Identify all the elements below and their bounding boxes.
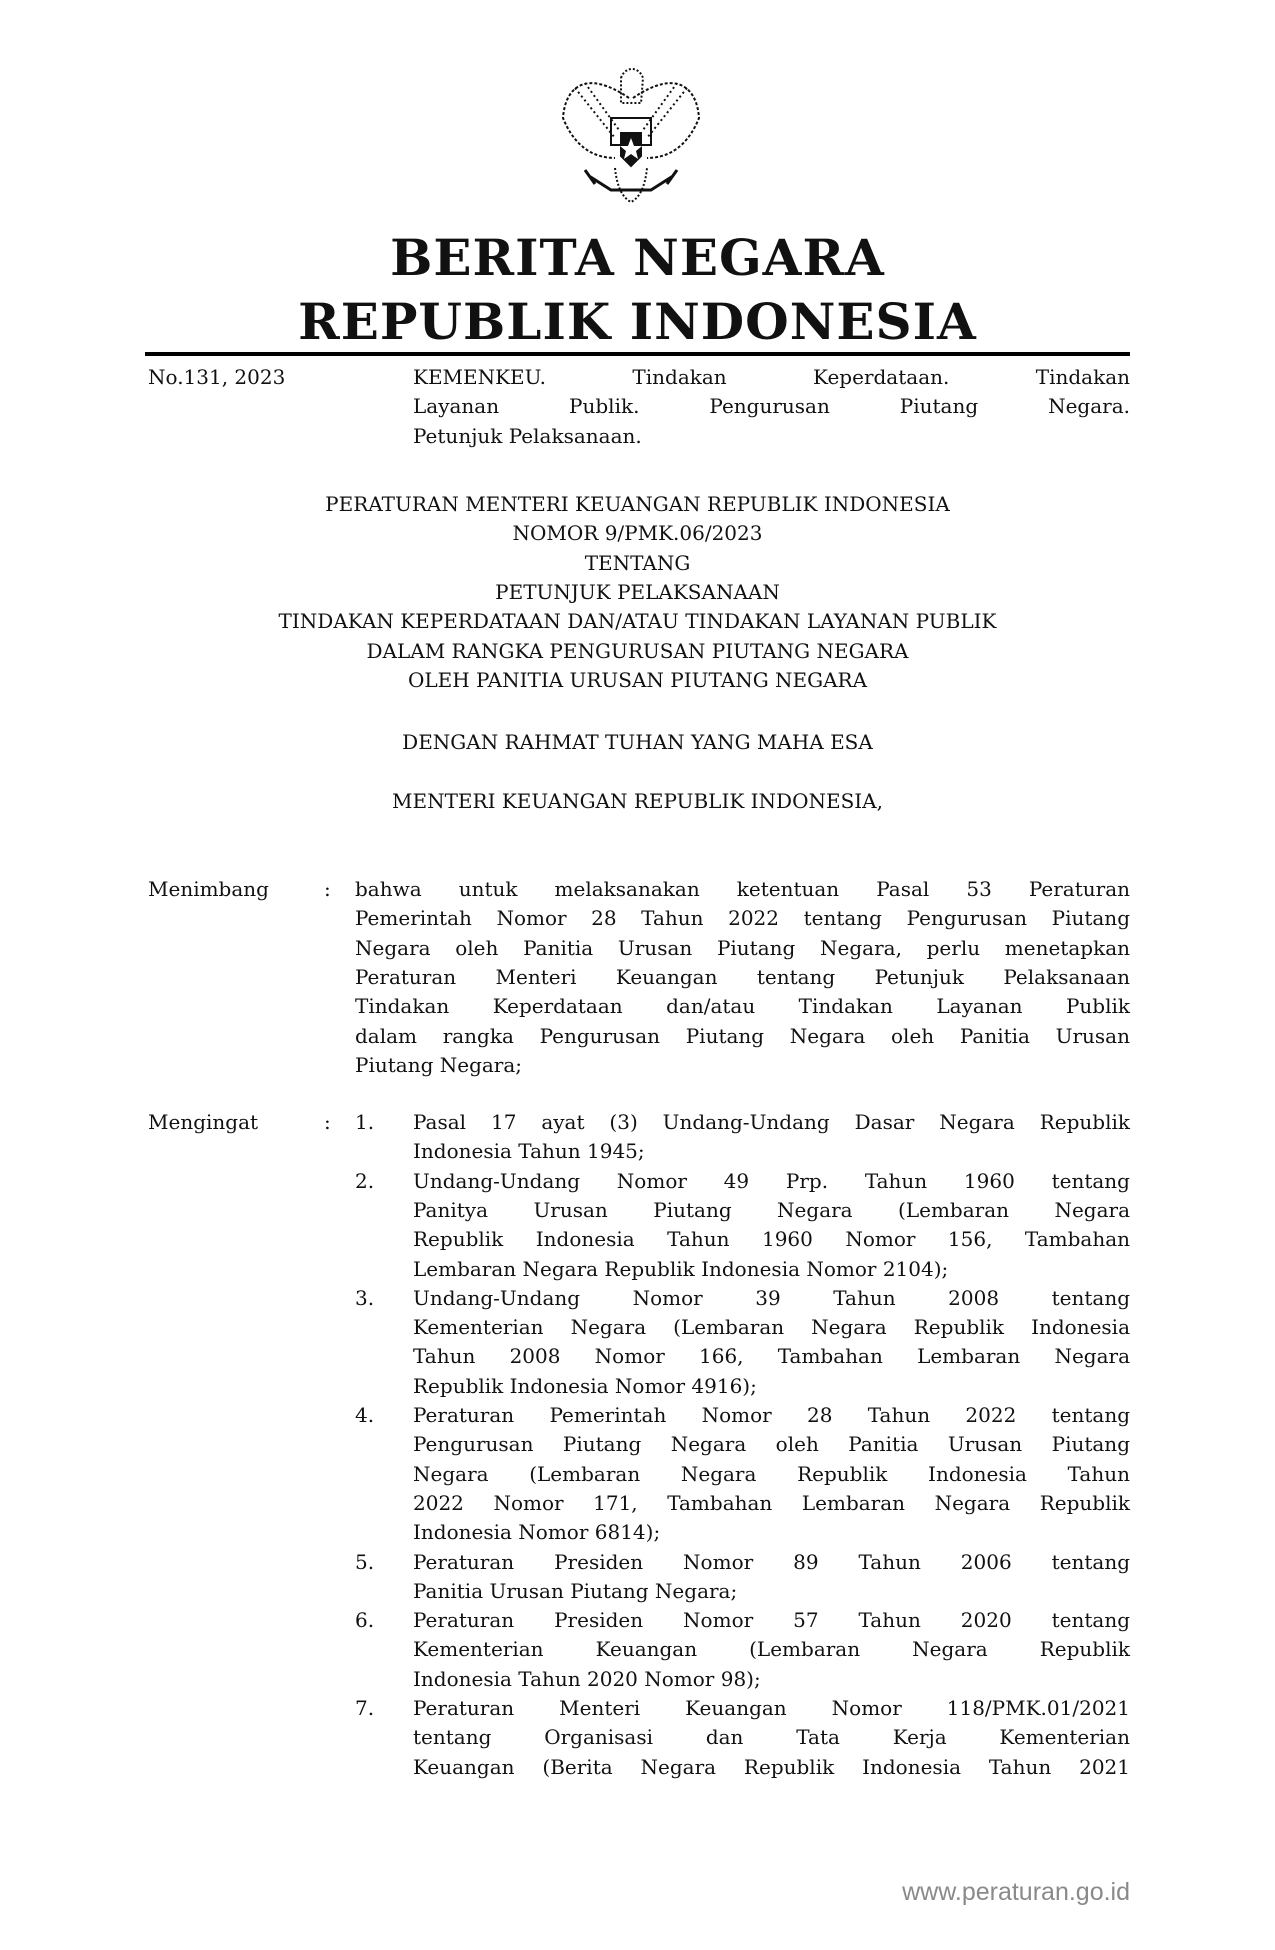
- list-item-line: Undang-Undang Nomor 39 Tahun 2008 tentang: [413, 1285, 1130, 1310]
- mengingat-colon: :: [324, 1110, 331, 1134]
- regulation-title-line: NOMOR 9/PMK.06/2023: [512, 521, 763, 546]
- menimbang-label: Menimbang: [148, 877, 269, 901]
- list-item-line: Lembaran Negara Republik Indonesia Nomor 2104);: [413, 1256, 949, 1281]
- regulation-title-line: DALAM RANGKA PENGURUSAN PIUTANG NEGARA: [366, 638, 909, 663]
- list-item-line: Indonesia Tahun 2020 Nomor 98);: [413, 1666, 761, 1691]
- summary-line: Layanan Publik. Pengurusan Piutang Negara.: [413, 394, 1130, 419]
- list-item-line: Kementerian Keuangan (Lembaran Negara Republik: [413, 1637, 1130, 1662]
- list-item-number: 5.: [355, 1549, 375, 1574]
- list-item-number: 2.: [355, 1168, 375, 1193]
- list-item-line: Indonesia Nomor 6814);: [413, 1520, 661, 1545]
- header-rule: [145, 352, 1130, 356]
- menimbang-line: Tindakan Keperdataan dan/atau Tindakan Layanan Publik: [355, 994, 1130, 1019]
- issuer: MENTERI KEUANGAN REPUBLIK INDONESIA,: [392, 789, 883, 813]
- list-item-line: 2022 Nomor 171, Tambahan Lembaran Negara Republik: [413, 1490, 1130, 1515]
- regulation-title-line: PERATURAN MENTERI KEUANGAN REPUBLIK INDONESIA: [325, 492, 950, 516]
- list-item-line: tentang Organisasi dan Tata Kerja Kementerian: [413, 1725, 1130, 1750]
- list-item-line: Negara (Lembaran Negara Republik Indonesia Tahun: [413, 1461, 1130, 1486]
- list-item-line: Pasal 17 ayat (3) Undang-Undang Dasar Negara Republik: [413, 1110, 1130, 1134]
- menimbang-line: Peraturan Menteri Keuangan tentang Petunjuk Pelaksanaan: [355, 964, 1130, 989]
- menimbang-line: dalam rangka Pengurusan Piutang Negara oleh Panitia Urusan: [355, 1023, 1130, 1048]
- invocation: DENGAN RAHMAT TUHAN YANG MAHA ESA: [402, 730, 873, 754]
- gazette-title-line2: REPUBLIK INDONESIA: [298, 292, 977, 351]
- list-item-number: 1.: [355, 1110, 375, 1134]
- list-item-number: 6.: [355, 1608, 375, 1633]
- list-item-line: Tahun 2008 Nomor 166, Tambahan Lembaran Negara: [413, 1344, 1130, 1369]
- gazette-number: No.131, 2023: [148, 365, 286, 389]
- list-item-line: Peraturan Pemerintah Nomor 28 Tahun 2022 tentang: [413, 1403, 1130, 1427]
- summary-line: Petunjuk Pelaksanaan.: [413, 423, 642, 448]
- menimbang-line: Piutang Negara;: [355, 1052, 523, 1077]
- list-item-line: Peraturan Menteri Keuangan Nomor 118/PMK.01/2021: [413, 1696, 1130, 1720]
- list-item-line: Panitya Urusan Piutang Negara (Lembaran Negara: [413, 1197, 1130, 1222]
- list-item-line: Republik Indonesia Tahun 1960 Nomor 156, Tambahan: [413, 1227, 1130, 1252]
- mengingat-label: Mengingat: [148, 1110, 259, 1134]
- list-item-line: Peraturan Presiden Nomor 89 Tahun 2006 tentang: [413, 1549, 1130, 1574]
- list-item-line: Panitia Urusan Piutang Negara;: [413, 1578, 738, 1603]
- gazette-title-line1: BERITA NEGARA: [390, 228, 885, 287]
- list-item-line: Pengurusan Piutang Negara oleh Panitia Urusan Piutang: [413, 1432, 1130, 1457]
- list-item-number: 7.: [355, 1696, 375, 1720]
- menimbang-line: Pemerintah Nomor 28 Tahun 2022 tentang Pengurusan Piutang: [355, 906, 1130, 931]
- regulation-title-line: TENTANG: [584, 550, 691, 575]
- regulation-title-line: PETUNJUK PELAKSANAAN: [495, 579, 780, 604]
- list-item-line: Peraturan Presiden Nomor 57 Tahun 2020 tentang: [413, 1608, 1130, 1633]
- garuda-emblem-icon: [555, 58, 707, 210]
- footer-url[interactable]: www.peraturan.go.id: [902, 1878, 1130, 1906]
- summary-line: KEMENKEU. Tindakan Keperdataan. Tindakan: [413, 365, 1130, 389]
- menimbang-colon: :: [324, 877, 331, 901]
- regulation-title-line: OLEH PANITIA URUSAN PIUTANG NEGARA: [407, 667, 868, 692]
- menimbang-line: bahwa untuk melaksanakan ketentuan Pasal 53 Peraturan: [355, 877, 1130, 901]
- list-item-line: Keuangan (Berita Negara Republik Indonesia Tahun 2021: [413, 1754, 1130, 1779]
- list-item-line: Kementerian Negara (Lembaran Negara Republik Indonesia: [413, 1315, 1130, 1340]
- list-item-number: 3.: [355, 1285, 375, 1310]
- list-item-line: Indonesia Tahun 1945;: [413, 1139, 645, 1164]
- regulation-title-line: TINDAKAN KEPERDATAAN DAN/ATAU TINDAKAN LAYANAN PUBLIK: [278, 609, 997, 634]
- list-item-line: Undang-Undang Nomor 49 Prp. Tahun 1960 tentang: [413, 1168, 1130, 1193]
- list-item-line: Republik Indonesia Nomor 4916);: [413, 1373, 757, 1398]
- menimbang-line: Negara oleh Panitia Urusan Piutang Negara, perlu menetapkan: [355, 935, 1130, 960]
- list-item-number: 4.: [355, 1403, 375, 1427]
